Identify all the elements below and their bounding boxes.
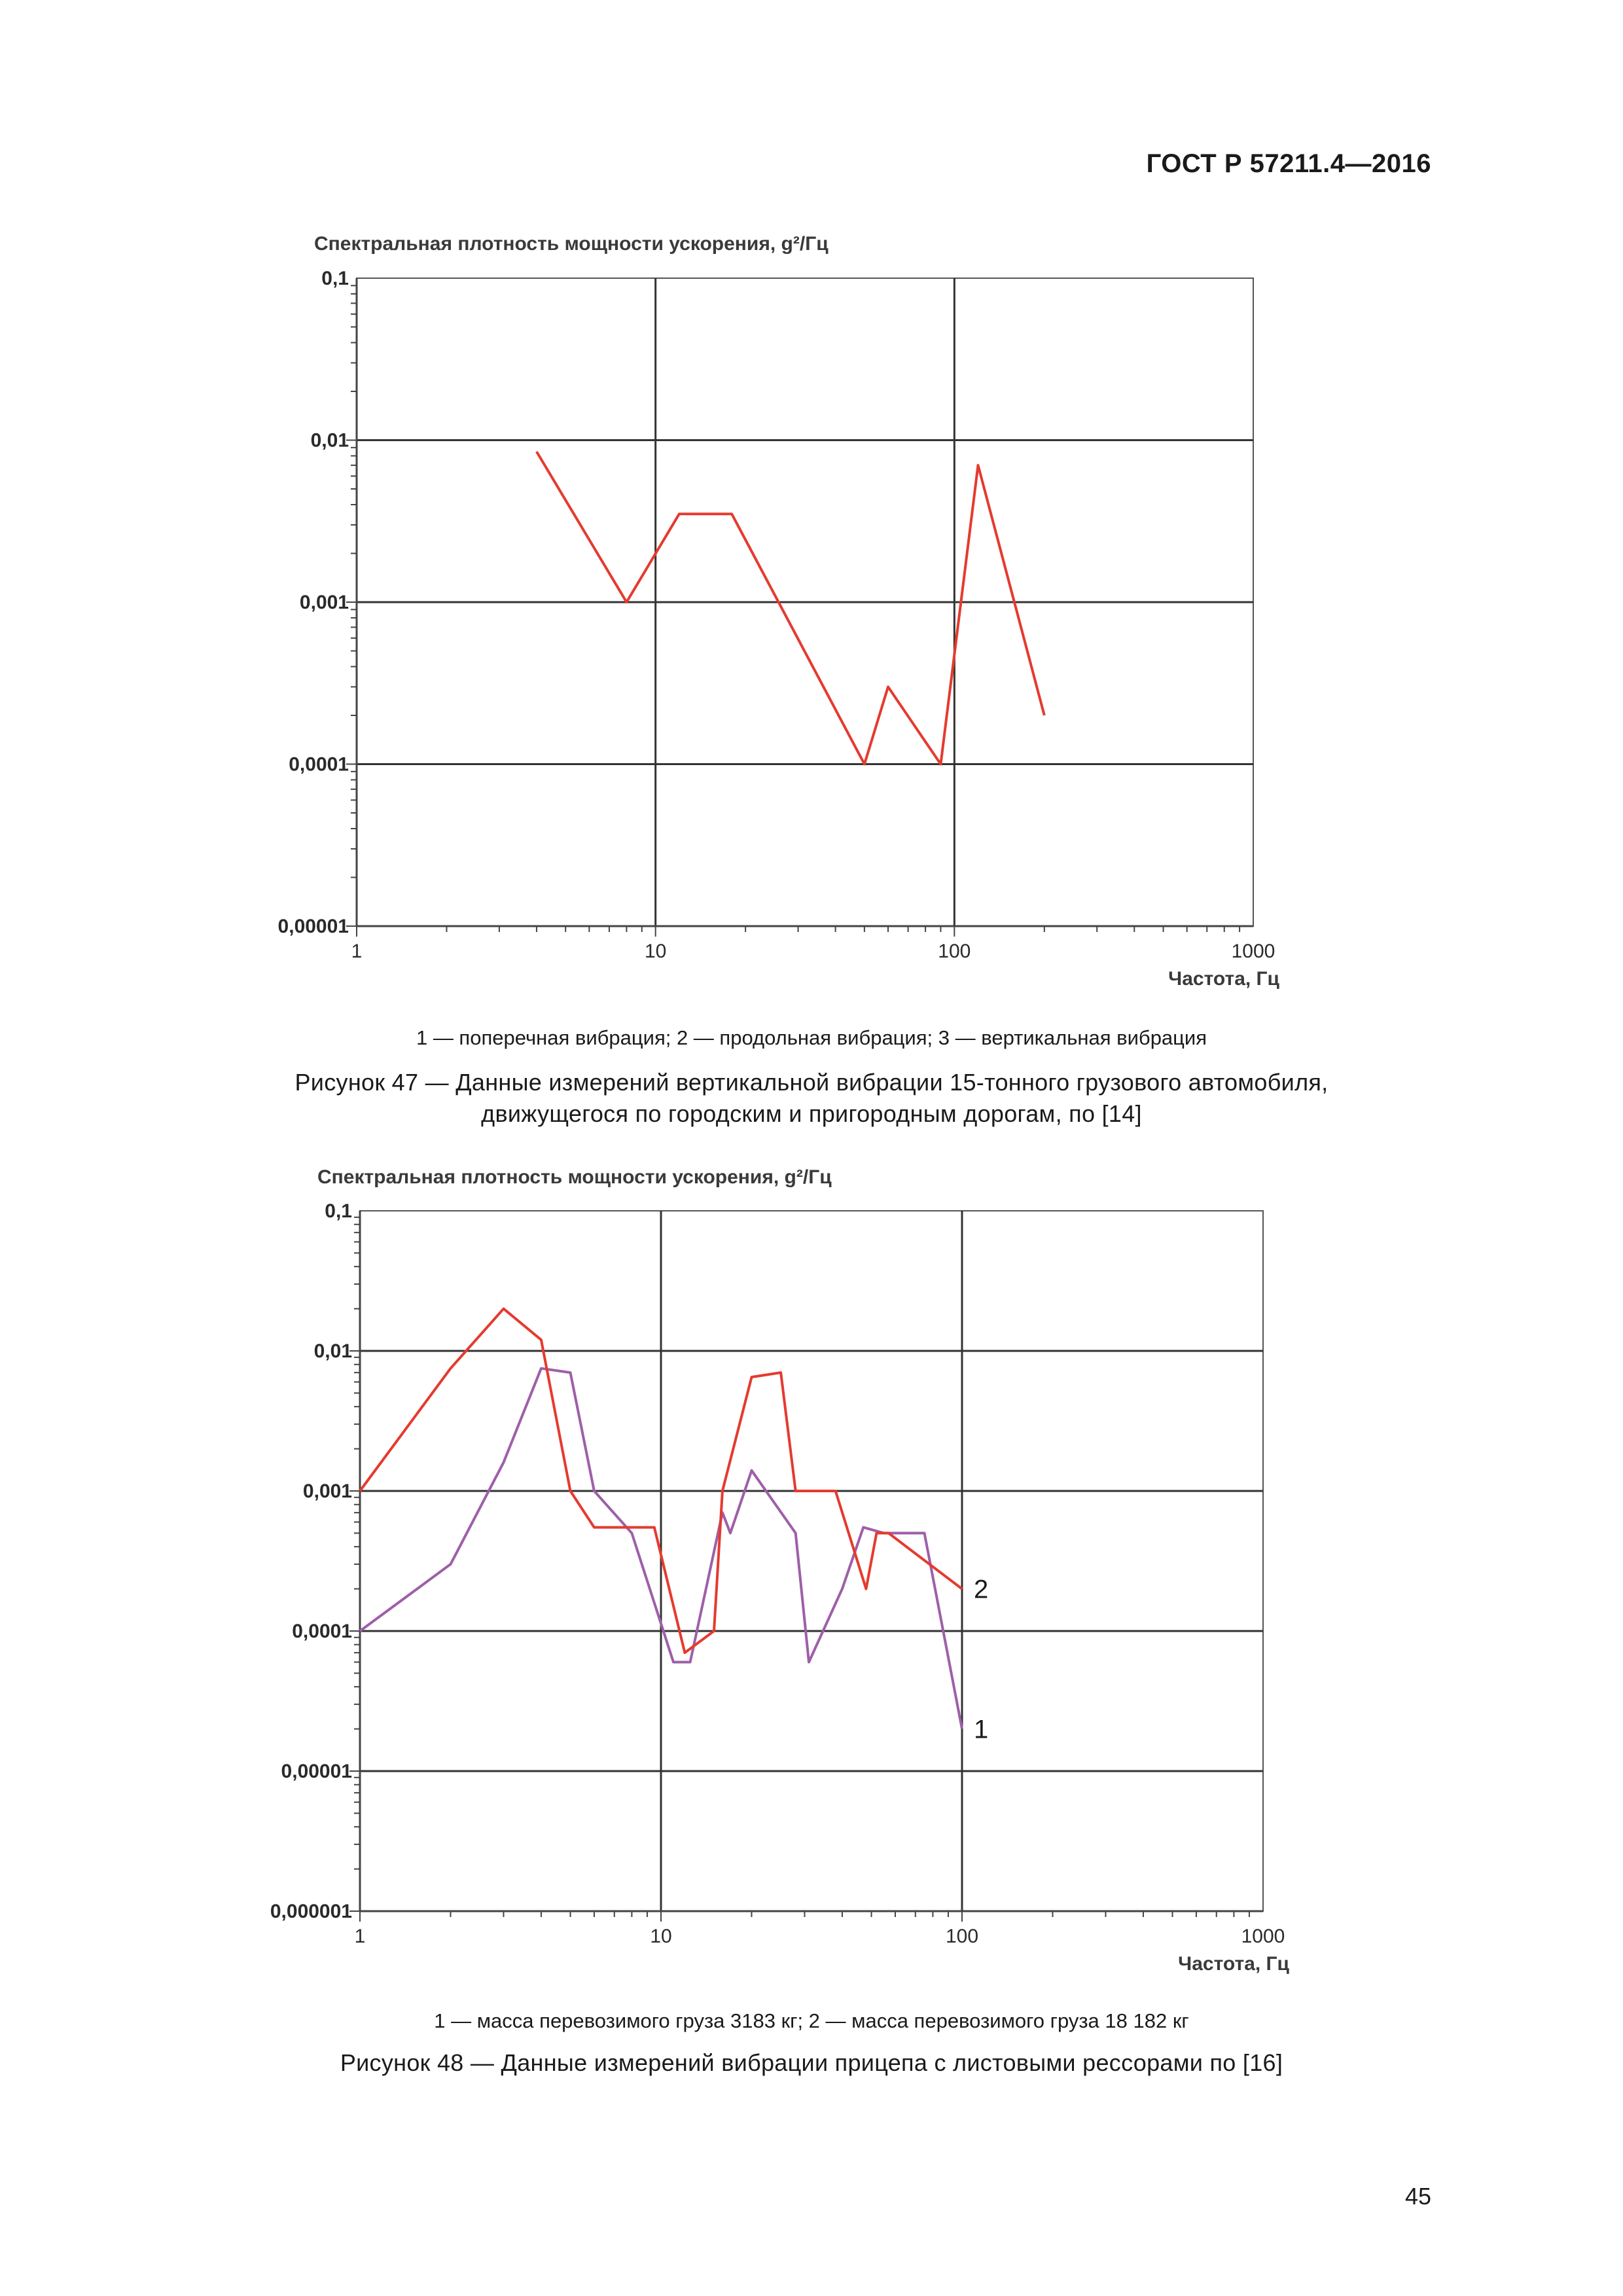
x-tick-label: 100 — [945, 1926, 979, 1947]
figure-47-legend: 1 — поперечная вибрация; 2 — продольная вибрация; 3 — вертикальная вибрация — [416, 1026, 1207, 1049]
series-label-2: 2 — [974, 1575, 989, 1604]
plot-frame — [360, 1211, 1263, 1911]
y-tick-label: 0,01 — [310, 429, 349, 452]
y-tick-label: 0,0001 — [289, 753, 349, 776]
y-axis-title: Спектральная плотность мощности ускорения, g²/Гц — [314, 233, 829, 255]
chart-47-series — [537, 452, 1044, 764]
x-tick-label: 1000 — [1241, 1926, 1285, 1947]
chart-48-labels — [270, 1166, 1290, 1975]
page-number: 45 — [1404, 2183, 1431, 2210]
x-tick-label: 100 — [938, 941, 971, 962]
figure-48-caption: Рисунок 48 — Данные измерений вибрации прицепа с листовыми рессорами по [16] — [340, 2049, 1283, 2076]
x-axis-title: Частота, Гц — [1178, 1953, 1289, 1975]
y-tick-label: 0,00001 — [281, 1761, 352, 1782]
y-tick-label: 0,01 — [313, 1340, 352, 1362]
y-tick-label: 0,1 — [321, 268, 349, 289]
document-code: ГОСТ Р 57211.4—2016 — [1146, 149, 1431, 178]
chart-47-labels — [278, 233, 1280, 990]
series-line-1 — [537, 452, 1044, 764]
figure-47-caption-line2: движущегося по городским и пригородным дорогам, по [14] — [481, 1100, 1142, 1127]
x-tick-label: 10 — [644, 941, 667, 962]
x-axis-title: Частота, Гц — [1168, 968, 1279, 990]
x-tick-label: 1000 — [1231, 941, 1275, 962]
figure-47-chart — [0, 223, 1623, 1008]
chart-47-grid — [357, 278, 1253, 926]
x-tick-label: 1 — [351, 941, 363, 962]
series-label-1: 1 — [974, 1715, 989, 1744]
y-tick-label: 0,1 — [325, 1200, 352, 1222]
figure-47-caption-line1: Рисунок 47 — Данные измерений вертикальной вибрации 15-тонного грузового автомобиля, — [294, 1069, 1329, 1096]
y-tick-label: 0,001 — [299, 592, 349, 613]
y-tick-label: 0,001 — [302, 1480, 352, 1502]
chart-47-axes — [346, 278, 1253, 937]
figure-48-legend: 1 — масса перевозимого груза 3183 кг; 2 — масса перевозимого груза 18 182 кг — [434, 2009, 1189, 2032]
y-axis-title: Спектральная плотность мощности ускорения, g²/Гц — [317, 1166, 832, 1188]
chart-48-grid — [360, 1211, 1263, 1911]
y-tick-label: 0,000001 — [270, 1901, 352, 1922]
y-tick-label: 0,00001 — [277, 916, 349, 937]
x-tick-label: 10 — [650, 1926, 672, 1947]
y-tick-label: 0,0001 — [292, 1621, 352, 1642]
figure-48-chart — [0, 1165, 1623, 1983]
chart-48-axes — [349, 1211, 1263, 1922]
x-tick-label: 1 — [354, 1926, 366, 1947]
